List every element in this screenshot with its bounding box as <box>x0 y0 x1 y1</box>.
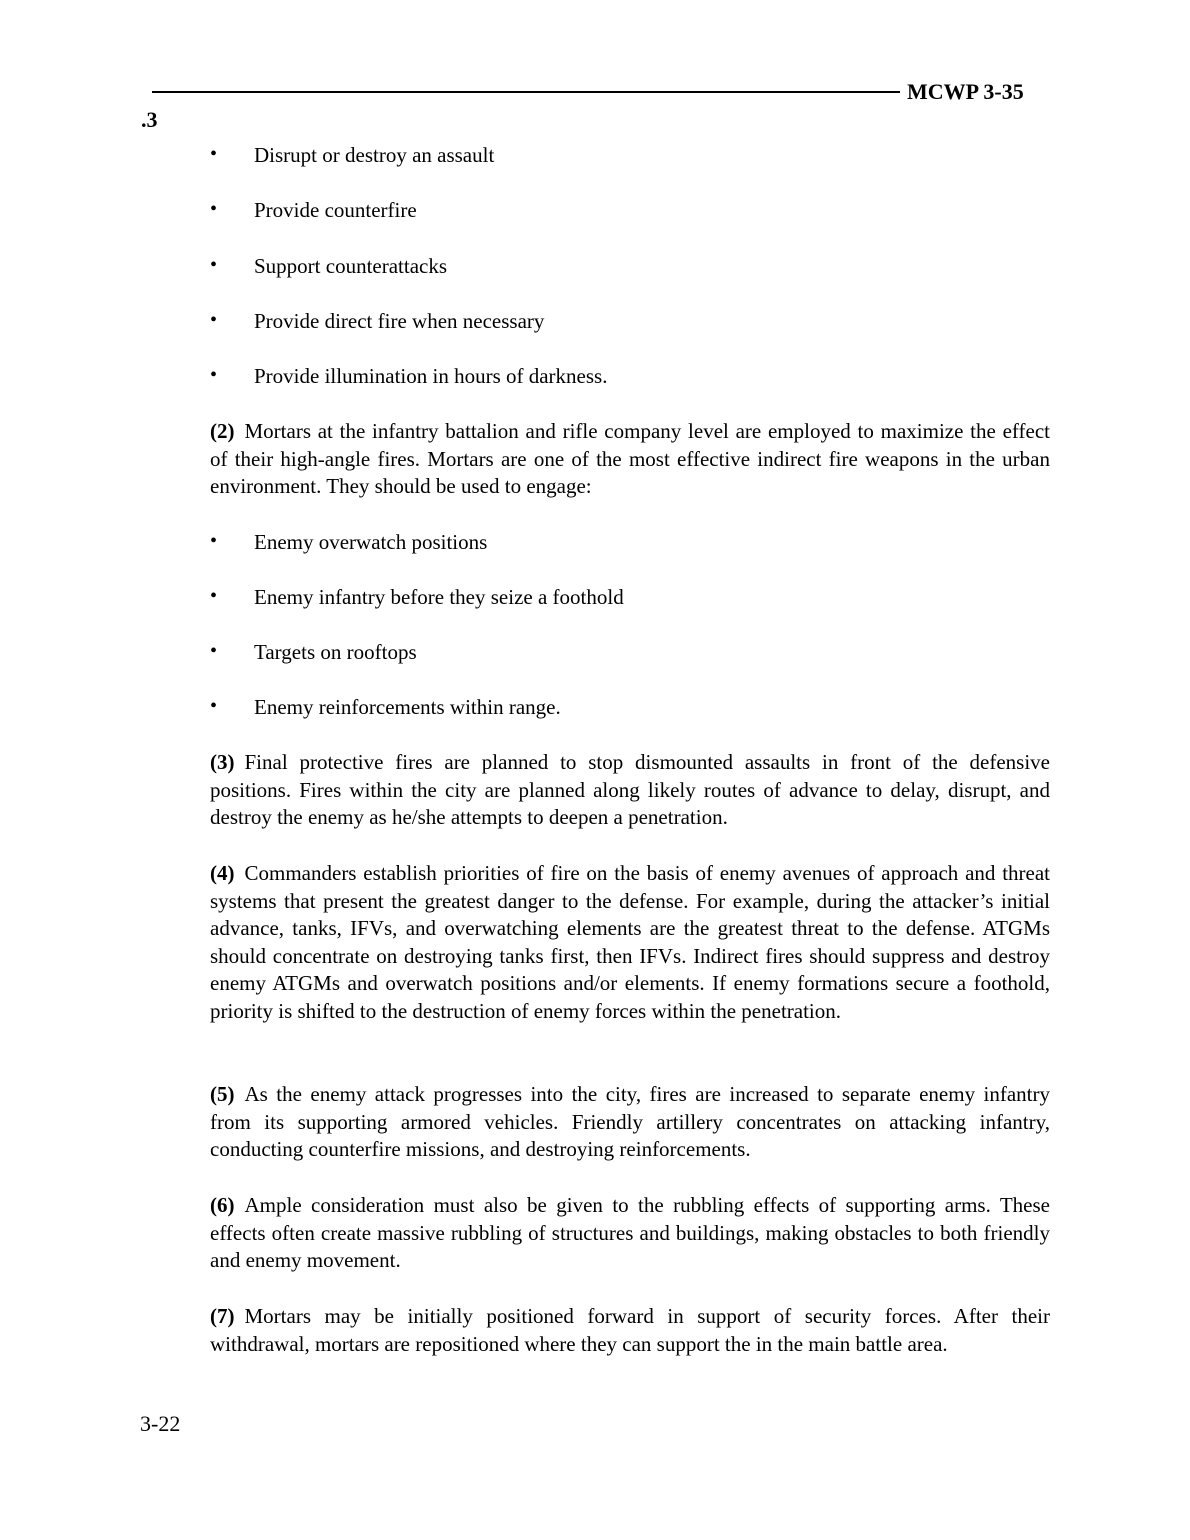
paragraph-number: (4) <box>210 861 235 885</box>
paragraph-text: Ample consideration must also be given to the rubbling effects of supporting arms. These effects often create massive rubbling of structures and buildings, making obstacles to both friendly and enemy movement. <box>210 1193 1050 1272</box>
bullet-icon: • <box>210 695 218 717</box>
paragraph-5 <box>210 1081 1050 1164</box>
paragraph-text: Commanders establish priorities of fire on the basis of enemy avenues of approach and threat systems that present the greatest danger to the defense. For example, during the attacker’s initial advance, tanks, IFVs, and overwatching elements are the greatest threat to the defense. ATGMs should concentrate on destroying tanks first, then IFVs. Indirect fires should suppress and destroy enemy ATGMs and overwatch positions and/or elements. If enemy formations secure a foothold, priority is shifted to the destruction of enemy forces within the penetration. <box>210 861 1050 1023</box>
bullet-icon: • <box>210 585 218 607</box>
paragraph-text: Mortars may be initially positioned forward in support of security forces. After their withdrawal, mortars are repositioned where they can support the in the main battle area. <box>210 1304 1050 1356</box>
paragraph-number: (6) <box>210 1193 235 1217</box>
bullet-text: Enemy reinforcements within range. <box>254 695 561 719</box>
paragraph-4 <box>210 860 1050 1025</box>
bullet-text: Enemy overwatch positions <box>254 530 488 554</box>
paragraph-number: (5) <box>210 1082 235 1106</box>
section-marker: .3 <box>141 107 158 132</box>
paragraph-text: As the enemy attack progresses into the city, fires are increased to separate enemy infantry from its supporting armored vehicles. Friendly artillery concentrates on attacking infantry, conducting counterfire missions, and destroying reinforcements. <box>210 1082 1050 1161</box>
bullet-icon: • <box>210 254 218 276</box>
paragraph-number: (7) <box>210 1304 235 1328</box>
document-id: MCWP 3-35 <box>907 79 1024 104</box>
paragraph-2 <box>210 418 1050 501</box>
bullet-icon: • <box>210 198 218 220</box>
bullet-icon: • <box>210 364 218 386</box>
paragraph-number: (2) <box>210 419 235 443</box>
bullet-icon: • <box>210 143 218 165</box>
page-number: 3-22 <box>140 1411 181 1436</box>
bullet-icon: • <box>210 640 218 662</box>
paragraph-3 <box>210 749 1050 832</box>
bullet-text: Enemy infantry before they seize a foothold <box>254 585 624 609</box>
paragraph-number: (3) <box>210 750 235 774</box>
paragraph-6 <box>210 1192 1050 1275</box>
paragraph-7 <box>210 1303 1050 1358</box>
bullet-text: Provide direct fire when necessary <box>254 309 545 333</box>
bullet-icon: • <box>210 530 218 552</box>
bullet-text: Targets on rooftops <box>254 640 417 664</box>
header-rule <box>152 91 900 93</box>
bullet-text: Provide counterfire <box>254 198 417 222</box>
bullet-text: Support counterattacks <box>254 254 448 278</box>
bullet-text: Disrupt or destroy an assault <box>254 143 495 167</box>
paragraph-text: Final protective fires are planned to stop dismounted assaults in front of the defensive positions. Fires within the city are planned along likely routes of advance to delay, disrupt, and destroy the enemy as he/she attempts to deepen a penetration. <box>210 750 1050 829</box>
paragraph-text: Mortars at the infantry battalion and rifle company level are employed to maximize the effect of their high-angle fires. Mortars are one of the most effective indirect fire weapons in the urban environment. They should be used to engage: <box>210 419 1050 498</box>
bullet-icon: • <box>210 309 218 331</box>
bullet-text: Provide illumination in hours of darkness. <box>254 364 608 388</box>
